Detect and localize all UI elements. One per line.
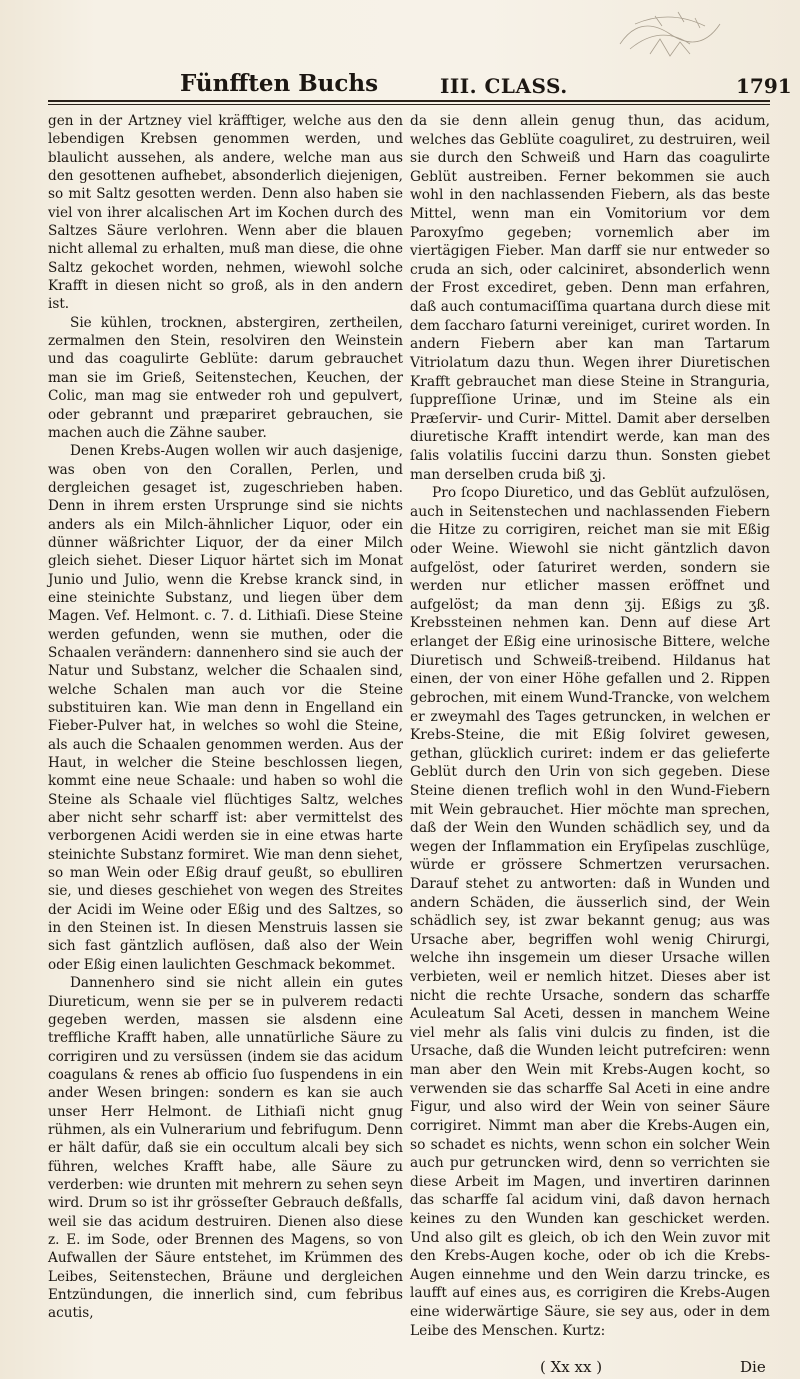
paragraph: da sie denn allein genug thun, das acidum, welches das Geblüte coaguliret, zu destruiren, weil sie durch den Schweiß und Harn das coagulirte Geblüt austreiben. Ferner bekommen sie auch wohl in den nachlassenden Fiebern, als das beste Mittel, wenn man ein Vomitorium vor dem Paroxyſmo gegeben; vornemlich aber im viertägigen Fieber. Man darff sie nur entweder so cruda an sich, oder calciniret, absonderlich wenn der Frost excediret, geben. Denn man erfahren, daß auch contumaciſſima quartana durch diese mit dem ſaccharo ſaturni vereiniget, curiret worden. In andern Fiebern aber kan man Tartarum Vitriolatum dazu thun. Wegen ihrer Diuretischen Krafft gebrauchet man diese Steine in Stranguria, ſuppreſſione Urinæ, und im Steine als ein Præſervir- und Curir- Mittel. Damit aber derselben diuretische Krafft intendirt werde, kan man des ſalis volatilis ſuccini darzu thun. Sonsten giebet man derselben cruda biß ʒj. [410, 113, 770, 483]
book-title: Fünfften Buchs [180, 70, 379, 97]
signature-mark: ( Xx xx ) [540, 1358, 603, 1376]
header-rule-thin [48, 104, 770, 105]
paragraph: Pro ſcopo Diuretico, und das Geblüt aufzulösen, auch in Seitenstechen und nachlassenden Fiebern die Hitze zu corrigiren, reichet man sie mit Eßig oder Weine. Wiewohl sie nicht gäntzlich davon aufgelöst, oder ſaturiret werden, sondern sie werden nur etlicher massen eröffnet und aufgelöst; da man denn ʒij. Eßigs zu ʒß. Krebssteinen nehmen kan. Denn auf diese Art erlanget der Eßig eine urinosische Bittere, welche Diuretisch und Schweiß-treibend. Hildanus hat einen, der von einer Höhe gefallen und 2. Rippen gebrochen, mit einem Wund-Trancke, von welchem er zweymahl des Tages getruncken, in welchen er Krebs-Steine, die mit Eßig ſolviret gewesen, gethan, glücklich curiret: indem er das gelieferte Geblüt durch den Urin von sich gegeben. Diese Steine dienen treflich wohl in den Wund-Fiebern mit Wein gebrauchet. Hier möchte man sprechen, daß der Wein den Wunden schädlich sey, und da wegen der Inflammation ein Eryſipelas zuschlüge, würde er grössere Schmertzen verursachen. Darauf stehet zu antworten: daß in Wunden und andern Schäden, die äusserlich sind, der Wein schädlich sey, ist zwar bekannt genug; aus was Ursache aber, begriffen wohl wenig Chirurgi, welche ihn insgemein um dieser Ursache willen verbieten, weil er nemlich hitzet. Dieses aber ist nicht die rechte Ursache, sondern das scharffe Aculeatum Sal Aceti, dessen in manchem Weine viel mehr als ſalis vini dulcis zu finden, ist die Ursache, daß die Wunden leicht putrefciren: wenn man aber den Wein mit Krebs-Augen kocht, so verwenden sie das scharffe Sal Aceti in eine andre Figur, und also wird der Wein von seiner Säure corrigiret. Nimmt man aber die Krebs-Augen ein, so schadet es nichts, wenn schon ein solcher Wein auch pur getruncken wird, denn so verrichten sie diese Arbeit im Magen, und invertiren darinnen das scharffe ſal acidum vini, daß davon hernach keines zu den Wunden kan geschicket werden. Und also gilt es gleich, ob ich den Wein zuvor mit den Krebs-Augen koche, oder ob ich die Krebs-Augen einnehme und den Wein darzu trincke, es laufft auf eines aus, es corrigiren die Krebs-Augen eine widerwärtige Säure, sie sey aus, oder in dem Leibe des Menschen. Kurtz: [410, 485, 770, 1339]
header-rule [48, 100, 770, 102]
page-number: 1791 [736, 74, 792, 98]
paragraph: gen in der Artzney viel kräfftiger, welche aus den lebendigen Krebsen genommen werden, und blaulicht aussehen, als andere, welche man aus den gesottenen aufhebet, absonderlich diejenigen, so mit Saltz gesotten werden. Denn also haben sie viel von ihrer alcalischen Art im Kochen durch des Saltzes Säure verlohren. Wenn aber die blauen nicht allemal zu erhalten, muß man diese, die ohne Saltz gekochet worden, nehmen, wiewohl solche Krafft in diesen nicht so groß, als in den andern ist. [48, 113, 403, 313]
catchword: Die [740, 1358, 766, 1376]
left-column [48, 112, 403, 1323]
running-head [30, 64, 792, 104]
paragraph: Sie kühlen, trocknen, abstergiren, zertheilen, zermalmen den Stein, resolviren den Weinstein und das coagulirte Geblüte: darum gebrauchet man sie im Grieß, Seitenstechen, Keuchen, der Colic, man mag sie entweder roh und gepulvert, oder gebrannt und præpariret gebrauchen, sie machen auch die Zähne sauber. [48, 314, 403, 441]
right-column [410, 112, 770, 1340]
ornament-vignette-icon [600, 4, 740, 64]
paragraph: Denen Krebs-Augen wollen wir auch dasjenige, was oben von den Corallen, Perlen, und dergleichen gesaget ist, zugeschrieben haben. Denn in ihrem ersten Ursprunge sind sie nichts anders als ein Milch-ähnlicher Liquor, oder ein dünner wäßrichter Liquor, der da einer Milch gleich siehet. Dieser Liquor härtet sich im Monat Junio und Julio, wenn die Krebse kranck sind, in eine steinichte Substanz, und liegen über dem Magen. Vef. Helmont. c. 7. d. Lithiaſi. Diese Steine werden gefunden, wenn sie muthen, oder die Schaalen verändern: dannenhero sind sie auch der Natur und Substanz, welcher die Schaalen sind, welche Schalen man auch vor die Steine substituiren kan. Wie man denn in Engelland ein Fieber-Pulver hat, in welches so wohl die Steine, als auch die Schaalen genommen werden. Aus der Haut, in welcher die Steine beschlossen liegen, kommt eine neue Schaale: und haben so wohl die Steine als Schaale viel flüchtiges Saltz, welches aber nicht sehr scharff ist: aber vermittelst des verborgenen Acidi werden sie in eine etwas harte steinichte Substanz formiret. Wie man denn siehet, so man Wein oder Eßig drauf geußt, so ebulliren sie, und dieses geschiehet von wegen des Streites der Acidi im Weine oder Eßig und des Saltzes, so in den Steinen ist. In diesen Menstruis lassen sie sich fast gäntzlich auflösen, daß also der Wein oder Eßig einen laulichten Geschmack bekommet. [48, 443, 403, 973]
paragraph: Dannenhero sind sie nicht allein ein gutes Diureticum, wenn sie per se in pulverem redacti gegeben werden, massen sie alsdenn eine treffliche Krafft haben, alle unnatürliche Säure zu corrigiren und zu versüssen (indem sie das acidum coagulans & renes ab officio ſuo ſuspendens in ein ander Wesen bringen: sondern es kan sie auch unser Herr Helmont. de Lithiaſi nicht gnug rühmen, als ein Vulnerarium und febrifugum. Denn er hält dafür, daß sie ein occultum alcali bey sich führen, welches Krafft habe, alle Säure zu verderben: wie drunten mit mehrern zu sehen seyn wird. Drum so ist ihr grösseſter Gebrauch deßfalls, weil sie das acidum destruiren. Dienen also diese z. E. im Sode, oder Brennen des Magens, so von Aufwallen der Säure entstehet, im Krümmen des Leibes, Seitenstechen, Bräune und dergleichen Entzündungen, die innerlich sind, cum febribus acutis, [48, 975, 403, 1322]
class-label: III. CLASS. [440, 74, 568, 98]
